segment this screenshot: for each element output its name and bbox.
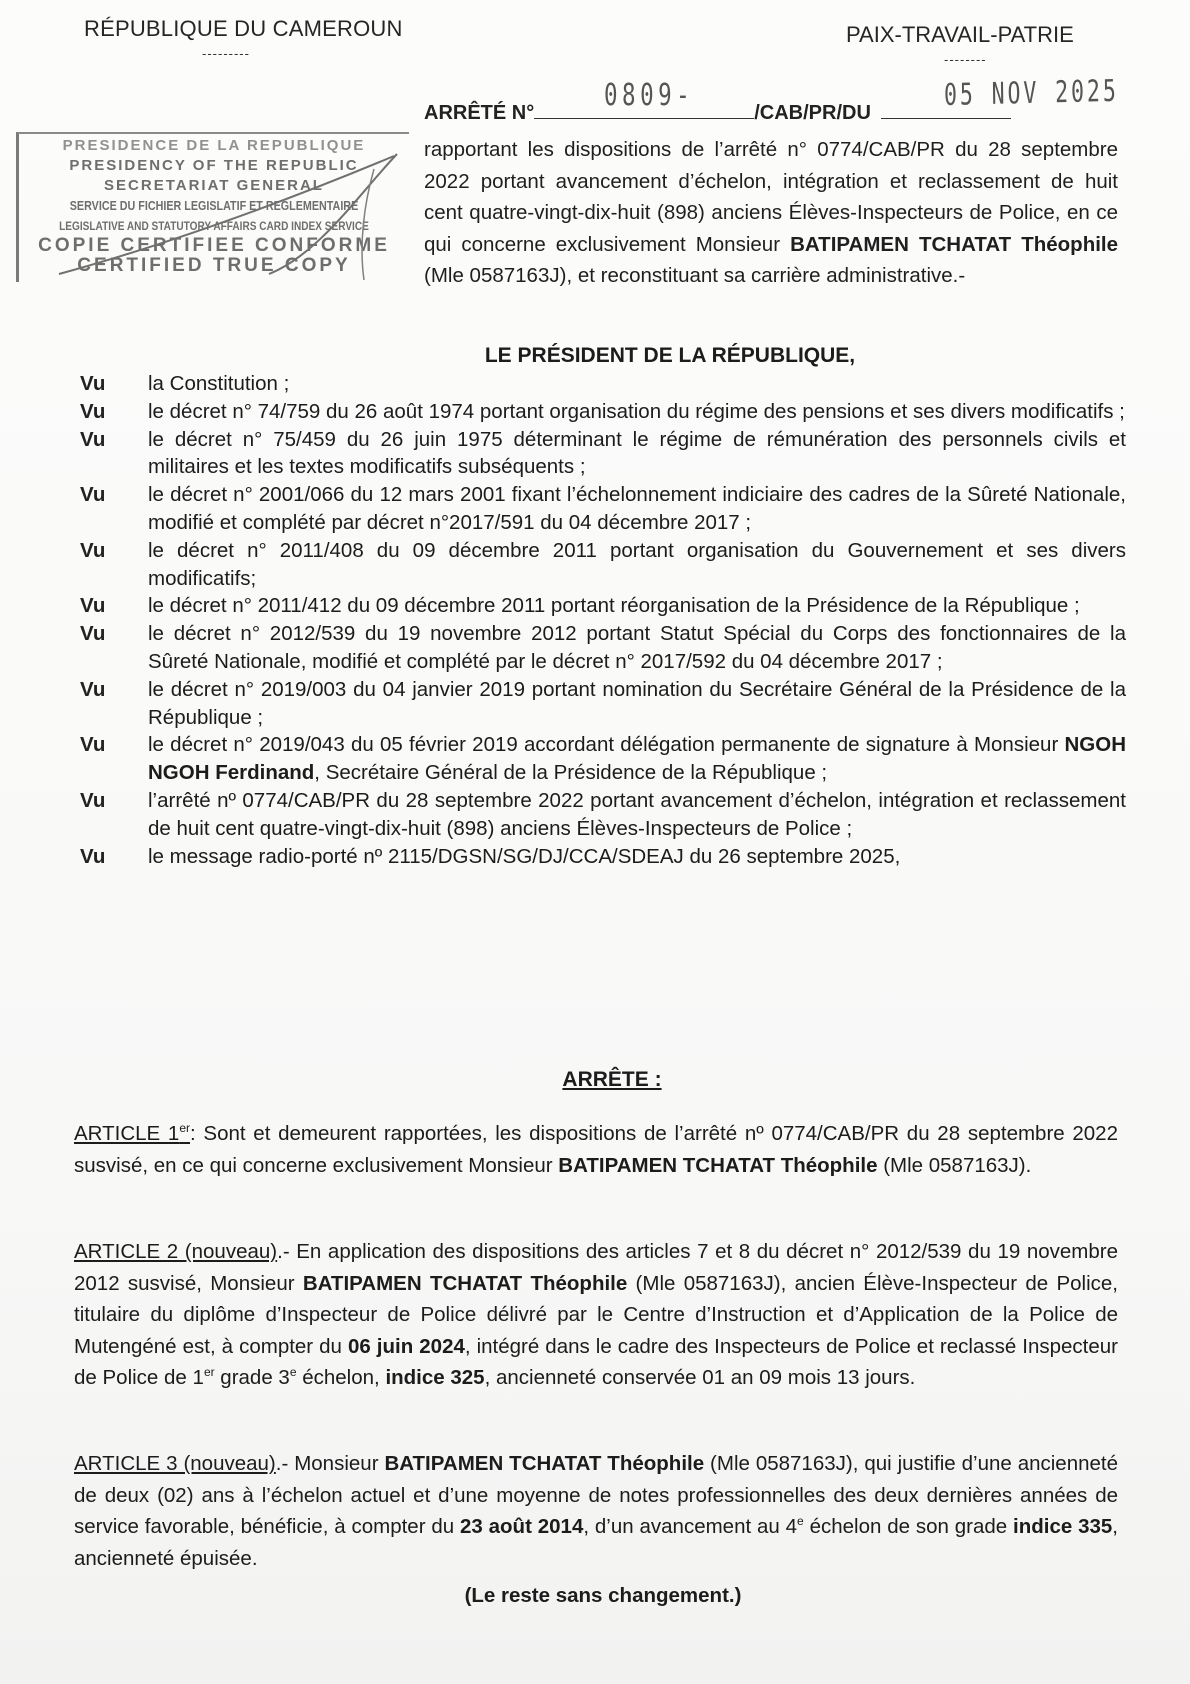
arrete-reference-line — [424, 98, 1011, 125]
stamp-line-6: COPIE CERTIFIEE CONFORME — [38, 235, 390, 256]
consideration-item: Vu le décret n° 2012/539 du 19 novembre 2012 portant Statut Spécial du Corps des fonctionnaires de la Sûreté Nationale, modifié et complété par le décret n° 2017/592 du 04 décembre 2017 ; — [80, 622, 1126, 673]
closing-note: (Le reste sans changement.) — [464, 1584, 742, 1607]
article-3-heading: ARTICLE 3 (nouveau) — [74, 1452, 276, 1475]
country-title: RÉPUBLIQUE DU CAMEROUN — [84, 16, 403, 41]
stamp-line-1: PRESIDENCE DE LA REPUBLIQUE — [62, 137, 366, 154]
arrete-heading: ARRÊTE : — [562, 1068, 662, 1091]
consideration-item: Vu le décret n° 2011/412 du 09 décembre 2011 portant réorganisation de la Présidence de la République ; — [80, 594, 1080, 618]
stamp-line-2: PRESIDENCY OF THE REPUBLIC — [69, 157, 359, 174]
article-2-heading: ARTICLE 2 (nouveau) — [74, 1240, 278, 1263]
arrete-prefix: ARRÊTÉ N° — [424, 102, 535, 124]
consideration-item: Vu l’arrêté nº 0774/CAB/PR du 28 septembre 2022 portant avancement d’échelon, intégration et reclassement de huit cent quatre-vingt-dix-huit (898) anciens Élèves-Inspecteurs de Police ; — [80, 788, 1126, 840]
header-divider-left: --------- — [202, 46, 250, 61]
decree-subject: rapportant les dispositions de l’arrêté n° 0774/CAB/PR du 28 septembre 2022 portant avancement d’échelon, intégration et reclassement de huit cent quatre-vingt-dix-huit (898) anciens Élèves-Inspecteurs de Police, en ce qui concerne exclusivement Monsieur BATIPAMEN TCHATAT Théophile (Mle 0587163J), et reconstituant sa carrière administrative.- — [424, 138, 1119, 287]
arrete-suffix: /CAB/PR/DU — [754, 102, 871, 124]
header-divider-right: -------- — [944, 52, 987, 67]
stamp-line-3: SECRETARIAT GENERAL — [104, 177, 324, 194]
consideration-item: Vu le décret n° 2001/066 du 12 mars 2001 fixant l’échelonnement indiciaire des cadres de la Sûreté Nationale, modifié et complété par décret n°2017/591 du 04 décembre 2017 ; — [80, 483, 1126, 534]
article-3: ARTICLE 3 (nouveau).- Monsieur BATIPAMEN TCHATAT Théophile (Mle 0587163J), qui justifie d’une ancienneté de deux (02) ans à l’échelon actuel et d’une moyenne de notes professionnelles des deux dernières années de service favorable, bénéficie, à compter du 23 août 2014, d’un avancement au 4e échelon de son grade indice 335, ancienneté épuisée. — [74, 1452, 1119, 1570]
consideration-item: Vu le décret n° 2011/408 du 09 décembre 2011 portant organisation du Gouvernement et ses divers modificatifs; — [80, 538, 1126, 590]
arrete-number-stamp: 0809- — [604, 78, 695, 113]
consideration-item: Vu le décret n° 2019/043 du 05 février 2019 accordant délégation permanente de signature à Monsieur NGOH NGOH Ferdinand, Secrétaire Général de la Présidence de la République ; — [80, 733, 1126, 785]
article-1-heading: ARTICLE 1er — [74, 1121, 190, 1145]
national-motto: PAIX-TRAVAIL-PATRIE — [846, 22, 1074, 47]
stamp-line-5: LEGISLATIVE AND STATUTORY AFFAIRS CARD INDEX SERVICE — [59, 219, 369, 233]
subject-person-name: BATIPAMEN TCHATAT Théophile — [790, 232, 1119, 256]
consideration-item: Vu le décret n° 74/759 du 26 août 1974 portant organisation du régime des pensions et ses divers modificatifs ; — [80, 399, 1125, 423]
president-heading: LE PRÉSIDENT DE LA RÉPUBLIQUE, — [484, 344, 856, 367]
article-2: ARTICLE 2 (nouveau).- En application des dispositions des articles 7 et 8 du décret n° 2012/539 du 19 novembre 2012 susvisé, Monsieur BATIPAMEN TCHATAT Théophile (Mle 0587163J), ancien Élève-Inspecteur de Police, titulaire du diplôme d’Inspecteur de Police délivré par le Centre d’Instruction et d’Application de la Police de Mutengéné est, à compter du 06 juin 2024, intégré dans le cadre des Inspecteurs de Police et reclassé Inspecteur de Police de 1er grade 3e échelon, indice 325, ancienneté conservée 01 an 09 mois 13 jours. — [74, 1240, 1119, 1389]
stamp-line-7: CERTIFIED TRUE COPY — [77, 255, 351, 276]
certified-copy-stamp — [16, 132, 409, 282]
delegate-name: NGOH NGOH Ferdinand — [148, 733, 1126, 785]
stamp-line-4: SERVICE DU FICHIER LEGISLATIF ET REGLEMENTAIRE — [69, 199, 359, 213]
consideration-item: Vu le décret n° 2019/003 du 04 janvier 2019 portant nomination du Secrétaire Général de la Présidence de la République ; — [80, 677, 1126, 729]
consideration-item: Vu le décret n° 75/459 du 26 juin 1975 déterminant le régime de rémunération des personnels civils et militaires et les textes modificatifs subséquents ; — [80, 427, 1126, 479]
considerations-list — [80, 370, 1130, 870]
article-1: ARTICLE 1er: Sont et demeurent rapportées, les dispositions de l’arrêté nº 0774/CAB/PR du 28 septembre 2022 susvisé, en ce qui concerne exclusivement Monsieur BATIPAMEN TCHATAT Théophile (Mle 0587163J). — [74, 1121, 1118, 1177]
arrete-date-stamp: 05 NOV 2025 — [943, 73, 1119, 113]
consideration-item: Vu la Constitution ; — [80, 372, 290, 395]
consideration-item: Vu le message radio-porté nº 2115/DGSN/SG/DJ/CCA/SDEAJ du 26 septembre 2025, — [80, 844, 901, 868]
